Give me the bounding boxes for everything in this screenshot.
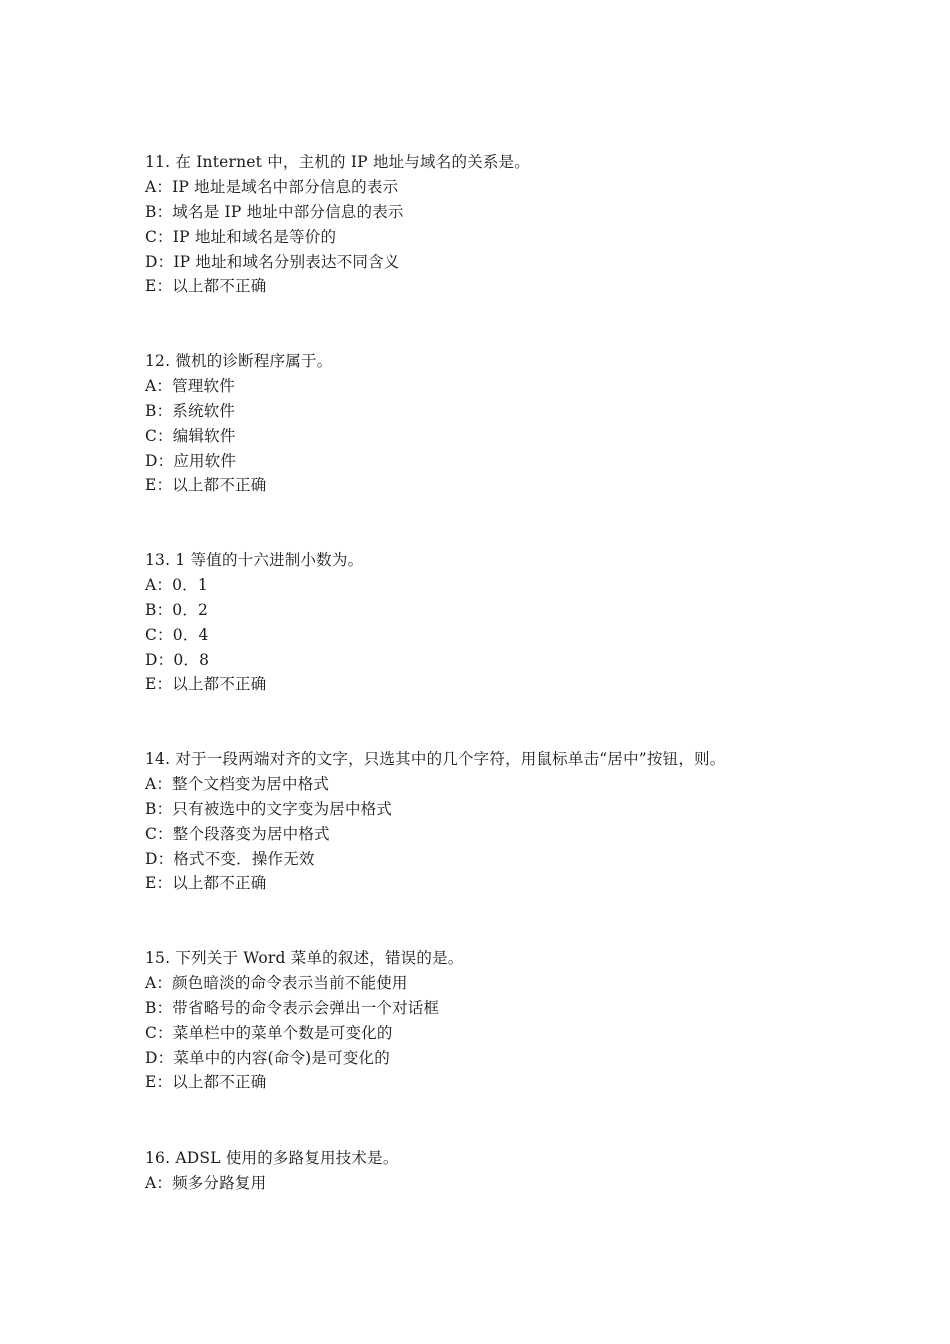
option-d: D：0．8 xyxy=(145,650,210,669)
option-d: D：格式不变．操作无效 xyxy=(145,849,315,868)
option-d: D：菜单中的内容(命令)是可变化的 xyxy=(145,1048,390,1067)
option-c: C：IP 地址和域名是等价的 xyxy=(145,227,337,246)
question-13 xyxy=(145,548,905,697)
question-text: 12. 微机的诊断程序属于。 xyxy=(145,352,333,370)
option-b: B：0．2 xyxy=(145,600,209,619)
option-b: B：只有被选中的文字变为居中格式 xyxy=(145,799,393,818)
question-11 xyxy=(145,150,905,299)
question-text: 11. 在 Internet 中，主机的 IP 地址与域名的关系是。 xyxy=(145,153,530,171)
question-12 xyxy=(145,349,905,498)
question-16 xyxy=(145,1146,905,1196)
option-b: B：带省略号的命令表示会弹出一个对话框 xyxy=(145,998,440,1017)
question-15 xyxy=(145,946,905,1095)
option-c: C：0．4 xyxy=(145,625,209,644)
option-a: A：0．1 xyxy=(145,575,208,594)
option-c: C：整个段落变为居中格式 xyxy=(145,824,330,843)
option-a: A：IP 地址是域名中部分信息的表示 xyxy=(145,177,399,196)
option-a: A：管理软件 xyxy=(145,376,235,395)
question-14 xyxy=(145,747,905,896)
option-a: A：整个文档变为居中格式 xyxy=(145,774,330,793)
option-a: A：颜色暗淡的命令表示当前不能使用 xyxy=(145,973,408,992)
option-e: E：以上都不正确 xyxy=(145,1073,267,1092)
option-d: D：IP 地址和域名分别表达不同含义 xyxy=(145,252,400,271)
question-text: 14. 对于一段两端对齐的文字，只选其中的几个字符，用鼠标单击“居中”按钮，则。 xyxy=(145,750,726,768)
option-b: B：系统软件 xyxy=(145,401,236,420)
question-text: 15. 下列关于 Word 菜单的叙述，错误的是。 xyxy=(145,949,464,967)
option-c: C：编辑软件 xyxy=(145,426,236,445)
option-e: E：以上都不正确 xyxy=(145,874,267,893)
option-e: E：以上都不正确 xyxy=(145,476,267,495)
option-e: E：以上都不正确 xyxy=(145,675,267,694)
question-text: 16. ADSL 使用的多路复用技术是。 xyxy=(145,1149,399,1167)
question-text: 13. 1 等值的十六进制小数为。 xyxy=(145,551,364,569)
option-d: D：应用软件 xyxy=(145,451,237,470)
option-b: B：域名是 IP 地址中部分信息的表示 xyxy=(145,202,404,221)
option-e: E：以上都不正确 xyxy=(145,277,267,296)
option-c: C：菜单栏中的菜单个数是可变化的 xyxy=(145,1023,393,1042)
option-a: A：频多分路复用 xyxy=(145,1173,267,1192)
